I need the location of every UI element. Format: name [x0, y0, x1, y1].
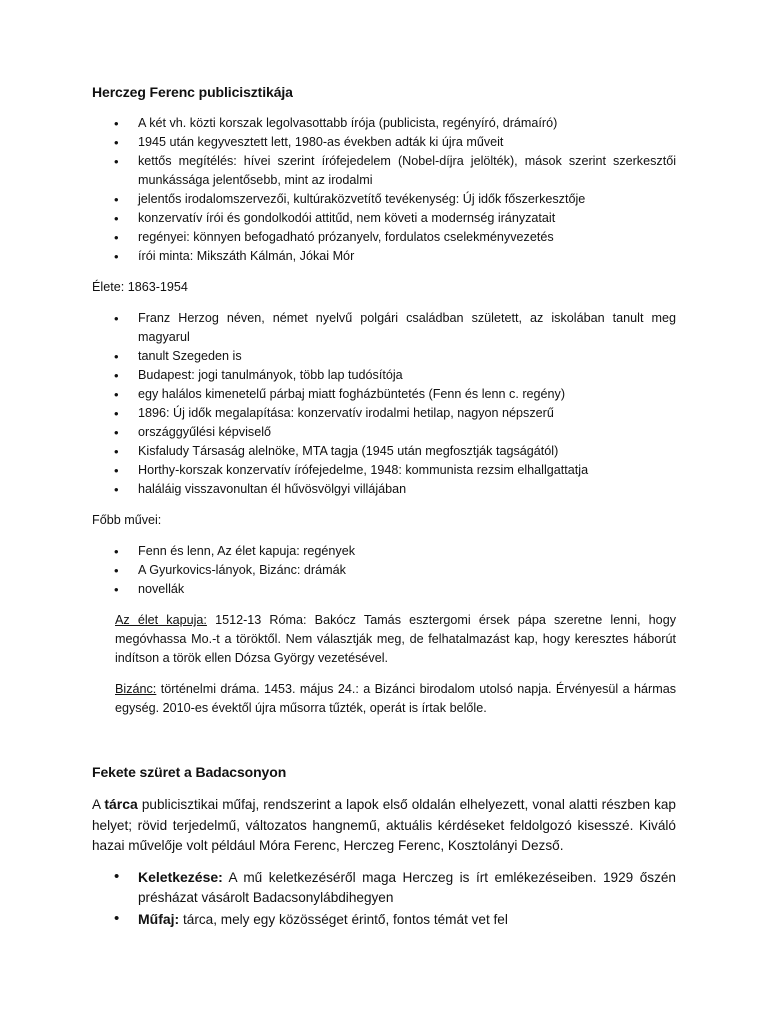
intro-prefix: A	[92, 797, 105, 812]
intro-paragraph	[92, 794, 676, 857]
list-item: • Franz Herzog néven, német nyelvű polgári családban született, az iskolában tanult meg magyarul	[92, 309, 676, 347]
list-item: • írói minta: Mikszáth Kálmán, Jókai Mór	[92, 247, 676, 266]
term-tarca: tárca	[104, 796, 138, 812]
term-keletkezese: Keletkezése:	[138, 868, 223, 885]
list-item: • haláláig visszavonultan él hűvösvölgyi villájában	[92, 480, 676, 499]
list-item: • Budapest: jogi tanulmányok, több lap tudósítója	[92, 366, 676, 385]
list-item: • egy halálos kimenetelű párbaj miatt fogházbüntetés (Fenn és lenn c. regény)	[92, 385, 676, 404]
list-item	[92, 867, 676, 909]
section-title: Fekete szüret a Badacsonyon	[92, 764, 287, 780]
list-item: • A két vh. közti korszak legolvasottabb írója (publicista, regényíró, drámaíró)	[92, 114, 676, 133]
list-item: • 1945 után kegyvesztett lett, 1980-as években adták ki újra műveit	[92, 133, 676, 152]
list-item: • kettős megítélés: hívei szerint írófejedelem (Nobel-díjra jelölték), mások szerint szerkesztői munkássága jelentősebb, mint az irodalmi	[92, 152, 676, 190]
life-label: Élete: 1863-1954	[92, 280, 188, 294]
list-item: • regényei: könnyen befogadható prózanyelv, fordulatos cselekményvezetés	[92, 228, 676, 247]
list-item: • Fenn és lenn, Az élet kapuja: regények	[92, 542, 676, 561]
list-item-text: A mű keletkezéséről maga Herczeg is írt emlékezéseiben. 1929 őszén présházat vásárolt Badacsonylábdihegyen	[138, 869, 676, 905]
list-item: • novellák	[92, 580, 676, 599]
life-list	[92, 309, 676, 499]
list-item: • 1896: Új idők megalapítása: konzervatív irodalmi hetilap, nagyon népszerű	[92, 404, 676, 423]
paragraph-bizanc	[92, 680, 676, 718]
term-mufaj: Műfaj:	[138, 910, 180, 927]
list-item: • jelentős irodalomszervezői, kultúraközvetítő tevékenység: Új idők főszerkesztője	[92, 190, 676, 209]
paragraph-text: 1512-13 Róma: Bakócz Tamás esztergomi érsek pápa szeretne lenni, hogy megóvhassa Mo.-t a töröktől. Nem választják meg, de felhatalmazást kap, hogy keresztes háborút indítson a török ellen Dózsa György vezetésével.	[115, 613, 676, 665]
paragraph-az-elet-kapuja	[92, 611, 676, 668]
intro-list	[92, 114, 676, 266]
document-body	[92, 84, 676, 930]
works-list	[92, 542, 676, 599]
list-item-text: tárca, mely egy közösséget érintő, fontos témát vet fel	[179, 911, 508, 927]
intro-text: publicisztikai műfaj, rendszerint a lapok első oldalán elhelyezett, vonal alatti részben kap helyet; rövid terjedelmű, változatos hangnemű, aktuális kérdéseket feldolgozó kisesszé. Kiváló hazai művelője volt például Móra Ferenc, Herczeg Ferenc, Kosztolányi Dezső.	[92, 797, 676, 853]
term-az-elet-kapuja: Az élet kapuja:	[115, 613, 207, 627]
list-item: • Kisfaludy Társaság alelnöke, MTA tagja (1945 után megfosztják tagságától)	[92, 442, 676, 461]
list-item	[92, 909, 676, 931]
list-item: • tanult Szegeden is	[92, 347, 676, 366]
list-item: • országgyűlési képviselő	[92, 423, 676, 442]
paragraph-text: történelmi dráma. 1453. május 24.: a Bizánci birodalom utolsó napja. Érvényesül a hármas egység. 2010-es évektől újra műsorra tűzték, operát is írtak belőle.	[115, 682, 676, 715]
page-title: Herczeg Ferenc publicisztikája	[92, 84, 293, 100]
works-label: Főbb művei:	[92, 513, 162, 527]
term-bizanc: Bizánc:	[115, 682, 157, 696]
list-item: • A Gyurkovics-lányok, Bizánc: drámák	[92, 561, 676, 580]
section2-list	[92, 867, 676, 931]
list-item: • konzervatív írói és gondolkodói attitűd, nem követi a modernség irányzatait	[92, 209, 676, 228]
list-item: • Horthy-korszak konzervatív írófejedelme, 1948: kommunista rezsim elhallgattatja	[92, 461, 676, 480]
